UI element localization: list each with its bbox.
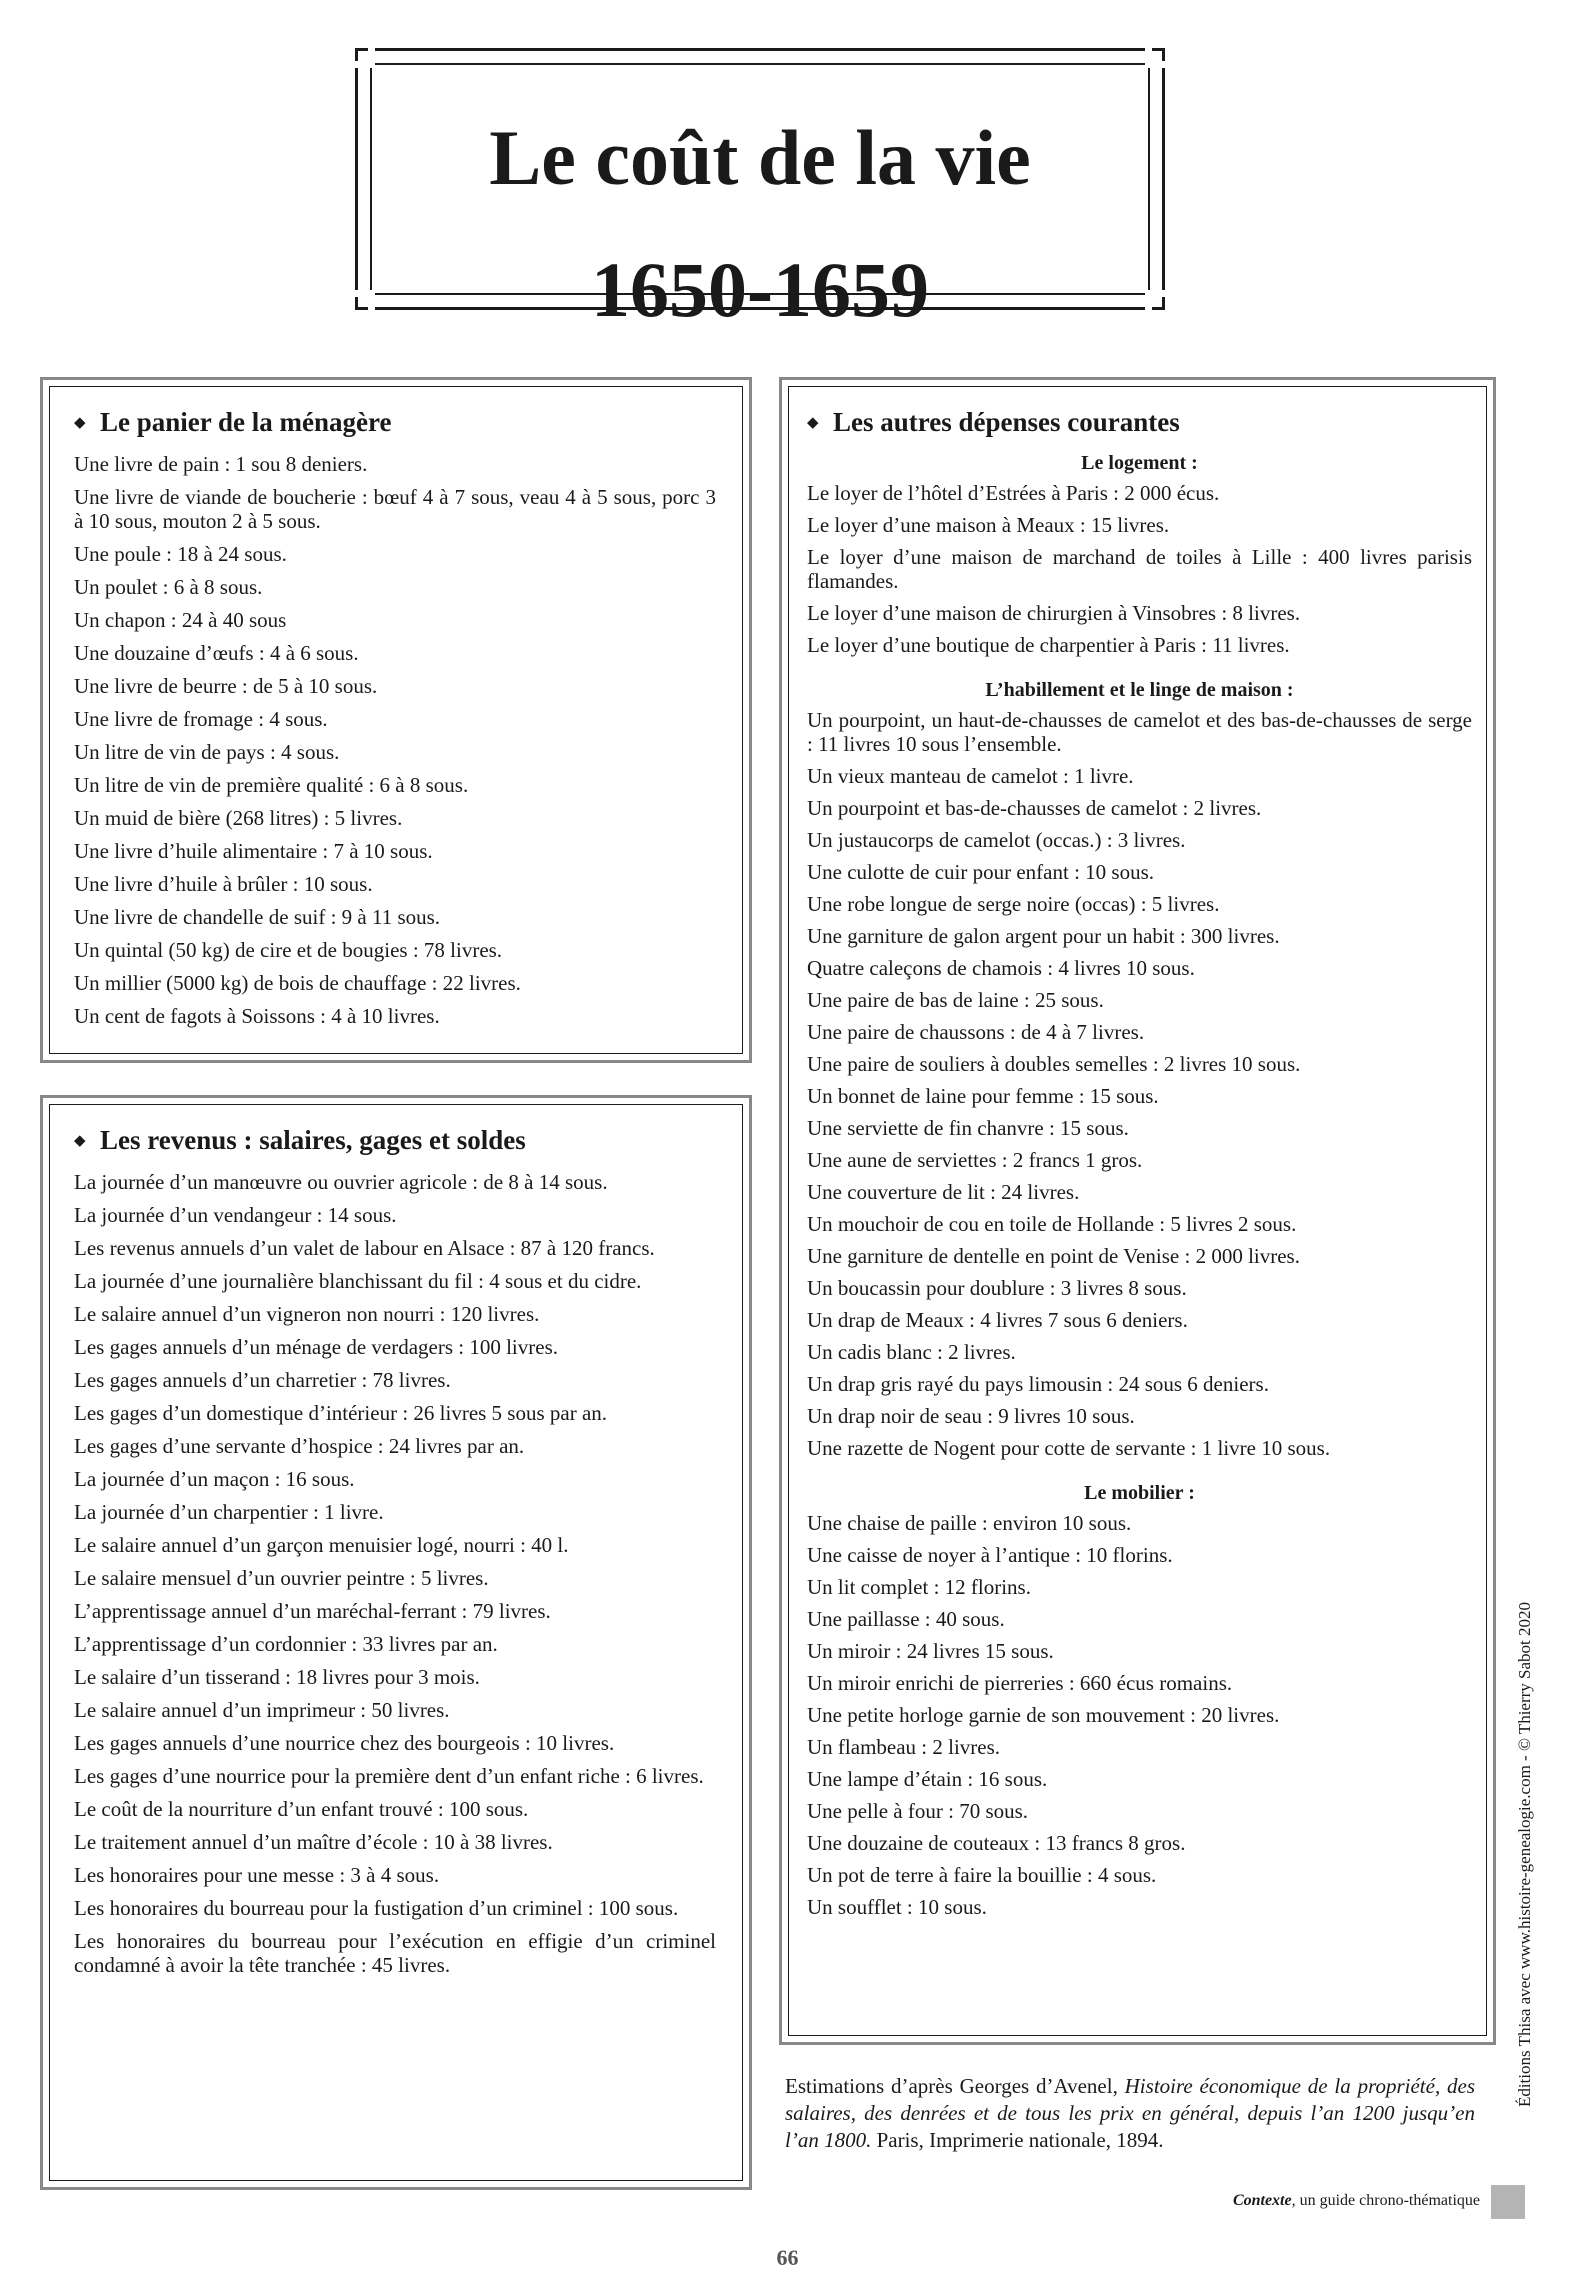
panier-item: Une livre de viande de boucherie : bœuf 4 à 7 sous, veau 4 à 5 sous, porc 3 à 10 sous, mouton 2 à 5 sous. [74,485,716,533]
panier-heading: Le panier de la ménagère [100,407,392,437]
habillement-item: Une razette de Nogent pour cotte de servante : 1 livre 10 sous. [807,1436,1331,1460]
revenu-item: La journée d’un manœuvre ou ouvrier agricole : de 8 à 14 sous. [74,1170,608,1194]
panier-section [40,377,752,1063]
revenus-heading-row [74,1125,716,1156]
habillement-item: Une aune de serviettes : 2 francs 1 gros. [807,1148,1143,1172]
logement-item: Le loyer d’une maison à Meaux : 15 livres. [807,513,1170,537]
habillement-item: Une culotte de cuir pour enfant : 10 sous. [807,860,1154,884]
revenu-item: Le salaire annuel d’un vigneron non nourri : 120 livres. [74,1302,540,1326]
habillement-item: Un pourpoint et bas-de-chausses de camelot : 2 livres. [807,796,1262,820]
panier-frame [49,386,743,1054]
autres-heading: Les autres dépenses courantes [833,407,1180,437]
mobilier-item: Une petite horloge garnie de son mouvement : 20 livres. [807,1703,1280,1727]
revenu-item: Les gages annuels d’un charretier : 78 livres. [74,1368,451,1392]
mobilier-item: Une chaise de paille : environ 10 sous. [807,1511,1132,1535]
source-prefix: Estimations d’après Georges d’Avenel, [785,2074,1125,2098]
revenu-item: Les gages annuels d’un ménage de verdagers : 100 livres. [74,1335,559,1359]
mobilier-heading: Le mobilier : [1084,1482,1195,1504]
revenus-list [74,1170,716,1977]
revenu-item: La journée d’un charpentier : 1 livre. [74,1500,384,1524]
autres-frame [788,386,1487,2036]
revenu-item: La journée d’un vendangeur : 14 sous. [74,1203,397,1227]
habillement-item: Une paire de chaussons : de 4 à 7 livres. [807,1020,1145,1044]
habillement-item: Un justaucorps de camelot (occas.) : 3 livres. [807,828,1186,852]
habillement-item: Un boucassin pour doublure : 3 livres 8 sous. [807,1276,1187,1300]
revenu-item: La journée d’une journalière blanchissant du fil : 4 sous et du cidre. [74,1269,642,1293]
diamond-bullet-icon: ◆ [74,415,86,431]
habillement-heading: L’habillement et le linge de maison : [985,679,1294,701]
habillement-item: Un mouchoir de cou en toile de Hollande : 5 livres 2 sous. [807,1212,1297,1236]
habillement-item: Une paire de bas de laine : 25 sous. [807,988,1104,1012]
copyright-credit: Éditions Thisa avec www.histoire-genealogie.com - © Thierry Sabot 2020 [1515,1601,1534,2107]
revenu-item: Les honoraires du bourreau pour la fustigation d’un criminel : 100 sous. [74,1896,679,1920]
panier-item: Une livre d’huile alimentaire : 7 à 10 sous. [74,839,433,863]
habillement-item: Une paire de souliers à doubles semelles : 2 livres 10 sous. [807,1052,1301,1076]
panier-item: Une livre d’huile à brûler : 10 sous. [74,872,373,896]
revenu-item: L’apprentissage annuel d’un maréchal-ferrant : 79 livres. [74,1599,551,1623]
panier-heading-row [74,407,716,438]
panier-item: Une livre de chandelle de suif : 9 à 11 sous. [74,905,441,929]
page-title-period: 1650-1659 [591,246,929,333]
mobilier-item: Un lit complet : 12 florins. [807,1575,1031,1599]
panier-item: Un quintal (50 kg) de cire et de bougies : 78 livres. [74,938,503,962]
panier-item: Un poulet : 6 à 8 sous. [74,575,263,599]
thumb-index-tab [1491,2185,1525,2219]
panier-item: Un litre de vin de première qualité : 6 à 8 sous. [74,773,469,797]
corner-ornament [355,48,375,68]
logement-item: Le loyer d’une boutique de charpentier à Paris : 11 livres. [807,633,1290,657]
mobilier-item: Une lampe d’étain : 16 sous. [807,1767,1048,1791]
mobilier-item: Un soufflet : 10 sous. [807,1895,987,1919]
panier-list [74,452,716,1028]
revenu-item: Les honoraires du bourreau pour l’exécution en effigie d’un criminel condamné à avoir la tête tranchée : 45 livres. [74,1929,716,1977]
mobilier-item: Un miroir : 24 livres 15 sous. [807,1639,1054,1663]
revenu-item: La journée d’un maçon : 16 sous. [74,1467,355,1491]
revenu-item: Le traitement annuel d’un maître d’école : 10 à 38 livres. [74,1830,553,1854]
diamond-bullet-icon: ◆ [807,415,819,431]
revenus-frame [49,1104,743,2181]
revenu-item: Le coût de la nourriture d’un enfant trouvé : 100 sous. [74,1797,529,1821]
habillement-item: Une serviette de fin chanvre : 15 sous. [807,1116,1129,1140]
habillement-item: Un cadis blanc : 2 livres. [807,1340,1016,1364]
mobilier-item: Une paillasse : 40 sous. [807,1607,1005,1631]
mobilier-item: Une pelle à four : 70 sous. [807,1799,1029,1823]
mobilier-item: Une douzaine de couteaux : 13 francs 8 gros. [807,1831,1186,1855]
corner-ornament [1145,48,1165,68]
habillement-item: Quatre caleçons de chamois : 4 livres 10 sous. [807,956,1195,980]
guide-subtitle: , un guide chrono-thématique [1291,2192,1480,2209]
habillement-item: Une couverture de lit : 24 livres. [807,1180,1080,1204]
guide-label [1100,2192,1480,2210]
revenu-item: Les revenus annuels d’un valet de labour en Alsace : 87 à 120 francs. [74,1236,655,1260]
panier-item: Une poule : 18 à 24 sous. [74,542,287,566]
panier-item: Une livre de beurre : de 5 à 10 sous. [74,674,378,698]
panier-item: Une livre de pain : 1 sou 8 deniers. [74,452,368,476]
habillement-item: Un pourpoint, un haut-de-chausses de camelot et des bas-de-chausses de serge : 11 livres 10 sous l’ensemble. [807,708,1472,756]
logement-item: Le loyer d’une maison de marchand de toiles à Lille : 400 livres parisis flamandes. [807,545,1472,593]
diamond-bullet-icon: ◆ [74,1133,86,1149]
source-book-title: Histoire économique de la propriété, des salaires, des denrées et de tous les prix en général, depuis l’an 1200 jusqu’en l’an 1800. [785,2074,1475,2152]
panier-item: Un muid de bière (268 litres) : 5 livres. [74,806,403,830]
autres-section [779,377,1496,2045]
revenu-item: L’apprentissage d’un cordonnier : 33 livres par an. [74,1632,498,1656]
logement-item: Le loyer d’une maison de chirurgien à Vinsobres : 8 livres. [807,601,1301,625]
mobilier-item: Un miroir enrichi de pierreries : 660 écus romains. [807,1671,1233,1695]
page-number: 66 [776,2245,799,2270]
panier-item: Une livre de fromage : 4 sous. [74,707,328,731]
habillement-item: Un drap de Meaux : 4 livres 7 sous 6 deniers. [807,1308,1188,1332]
habillement-item: Un bonnet de laine pour femme : 15 sous. [807,1084,1159,1108]
source-citation [785,2073,1475,2154]
revenu-item: Les gages d’une nourrice pour la première dent d’un enfant riche : 6 livres. [74,1764,704,1788]
revenus-section [40,1095,752,2190]
revenu-item: Les gages annuels d’une nourrice chez des bourgeois : 10 livres. [74,1731,615,1755]
mobilier-item: Une caisse de noyer à l’antique : 10 florins. [807,1543,1173,1567]
habillement-item: Une garniture de galon argent pour un habit : 300 livres. [807,924,1280,948]
panier-item: Un litre de vin de pays : 4 sous. [74,740,340,764]
logement-item: Le loyer de l’hôtel d’Estrées à Paris : 2 000 écus. [807,481,1220,505]
revenu-item: Les honoraires pour une messe : 3 à 4 sous. [74,1863,440,1887]
logement-list [807,481,1472,657]
revenu-item: Les gages d’un domestique d’intérieur : 26 livres 5 sous par an. [74,1401,608,1425]
panier-item: Un chapon : 24 à 40 sous [74,608,287,632]
title-plaque [355,48,1165,333]
page-title: Le coût de la vie [489,114,1031,201]
habillement-list [807,708,1472,1460]
habillement-item: Un drap noir de seau : 9 livres 10 sous. [807,1404,1135,1428]
panier-item: Un cent de fagots à Soissons : 4 à 10 livres. [74,1004,440,1028]
revenu-item: Le salaire annuel d’un imprimeur : 50 livres. [74,1698,450,1722]
habillement-item: Une robe longue de serge noire (occas) : 5 livres. [807,892,1220,916]
panier-item: Un millier (5000 kg) de bois de chauffage : 22 livres. [74,971,521,995]
guide-title: Contexte [1232,2192,1292,2209]
habillement-item: Un vieux manteau de camelot : 1 livre. [807,764,1134,788]
revenu-item: Le salaire mensuel d’un ouvrier peintre : 5 livres. [74,1566,489,1590]
revenu-item: Le salaire d’un tisserand : 18 livres pour 3 mois. [74,1665,480,1689]
mobilier-item: Un flambeau : 2 livres. [807,1735,1001,1759]
source-suffix: Paris, Imprimerie nationale, 1894. [871,2128,1164,2152]
habillement-item: Une garniture de dentelle en point de Venise : 2 000 livres. [807,1244,1300,1268]
panier-item: Une douzaine d’œufs : 4 à 6 sous. [74,641,359,665]
autres-heading-row [807,407,1472,438]
revenu-item: Les gages d’une servante d’hospice : 24 livres par an. [74,1434,525,1458]
mobilier-list [807,1511,1472,1919]
logement-heading: Le logement : [1081,452,1198,474]
revenu-item: Le salaire annuel d’un garçon menuisier logé, nourri : 40 l. [74,1533,569,1557]
habillement-item: Un drap gris rayé du pays limousin : 24 sous 6 deniers. [807,1372,1269,1396]
mobilier-item: Un pot de terre à faire la bouillie : 4 sous. [807,1863,1157,1887]
revenus-heading: Les revenus : salaires, gages et soldes [100,1125,526,1155]
